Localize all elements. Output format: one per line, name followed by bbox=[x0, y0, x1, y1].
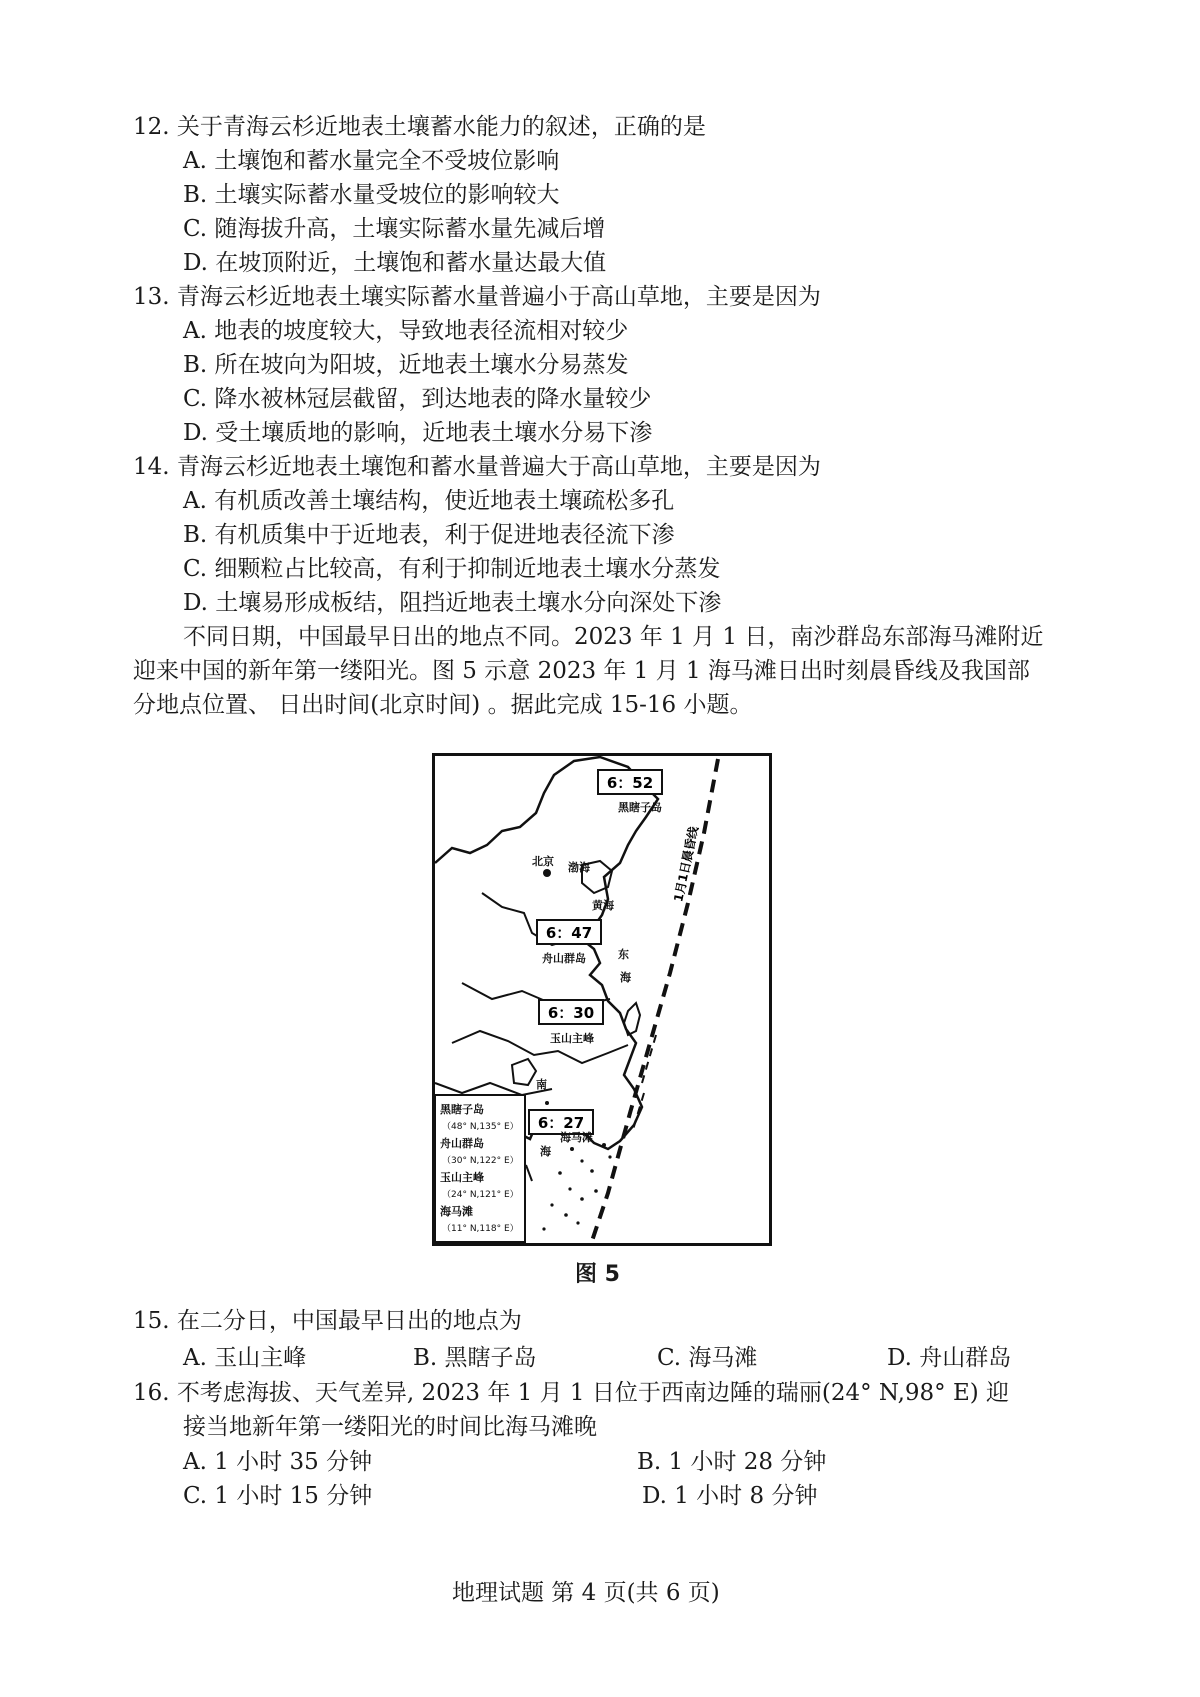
label-beijing: 北京 bbox=[532, 855, 554, 868]
q15-option-b: B. 黑瞎子岛 bbox=[413, 1345, 537, 1371]
legend-coord-yushan: （24° N,121° E） bbox=[442, 1190, 519, 1200]
legend-coord-haimatan: （11° N,118° E） bbox=[442, 1224, 519, 1234]
label-heixiazi: 黑瞎子岛 bbox=[618, 801, 662, 814]
label-yushan: 玉山主峰 bbox=[550, 1032, 594, 1045]
label-huanghai: 黄海 bbox=[592, 899, 614, 912]
q15-stem: 15. 在二分日，中国最早日出的地点为 bbox=[133, 1308, 522, 1334]
label-haimatan: 海马滩 bbox=[560, 1131, 593, 1144]
q15-option-d: D. 舟山群岛 bbox=[887, 1345, 1012, 1371]
q14-stem: 14. 青海云杉近地表土壤饱和蓄水量普遍大于高山草地，主要是因为 bbox=[133, 454, 821, 480]
label-nanhai-2: 海 bbox=[540, 1145, 551, 1158]
passage-line-1: 不同日期，中国最早日出的地点不同。2023 年 1 月 1 日，南沙群岛东部海马滩附近 bbox=[183, 624, 1044, 650]
page-footer: 地理试题 第 4 页(共 6 页) bbox=[452, 1580, 720, 1606]
q13-option-a: A. 地表的坡度较大，导致地表径流相对较少 bbox=[183, 318, 629, 344]
q13-option-d: D. 受土壤质地的影响，近地表土壤水分易下渗 bbox=[183, 420, 653, 446]
q16-option-b: B. 1 小时 28 分钟 bbox=[637, 1449, 827, 1475]
label-zhoushan: 舟山群岛 bbox=[542, 952, 586, 965]
q16-stem-line-1: 16. 不考虑海拔、天气差异, 2023 年 1 月 1 日位于西南边陲的瑞丽(24° N,98° E) 迎 bbox=[133, 1380, 1010, 1406]
legend-name-yushan: 玉山主峰 bbox=[440, 1171, 484, 1184]
q12-option-b: B. 土壤实际蓄水量受坡位的影响较大 bbox=[183, 182, 560, 208]
q15-option-c: C. 海马滩 bbox=[657, 1345, 758, 1371]
q16-stem-line-2: 接当地新年第一缕阳光的时间比海马滩晚 bbox=[183, 1414, 597, 1440]
q16-option-c: C. 1 小时 15 分钟 bbox=[183, 1483, 373, 1509]
q14-option-b: B. 有机质集中于近地表，利于促进地表径流下渗 bbox=[183, 522, 675, 548]
q14-option-d: D. 土壤易形成板结，阻挡近地表土壤水分向深处下渗 bbox=[183, 590, 722, 616]
legend-box bbox=[435, 1095, 525, 1242]
q14-option-c: C. 细颗粒占比较高，有利于抑制近地表土壤水分蒸发 bbox=[183, 556, 721, 582]
label-nanhai-1: 南 bbox=[536, 1078, 547, 1091]
q16-option-d: D. 1 小时 8 分钟 bbox=[642, 1483, 818, 1509]
label-bohai: 渤海 bbox=[568, 861, 590, 874]
figure-5-map bbox=[432, 753, 772, 1246]
q16-option-a: A. 1 小时 35 分钟 bbox=[183, 1449, 373, 1475]
legend-name-haimatan: 海马滩 bbox=[440, 1205, 473, 1218]
q12-option-c: C. 随海拔升高，土壤实际蓄水量先减后增 bbox=[183, 216, 606, 242]
terminator-label: 1月1日晨昏线 bbox=[671, 825, 701, 904]
figure-caption: 图 5 bbox=[575, 1262, 620, 1287]
q13-stem: 13. 青海云杉近地表土壤实际蓄水量普遍小于高山草地，主要是因为 bbox=[133, 284, 821, 310]
label-donghai-1: 东 bbox=[618, 948, 629, 961]
time-haimatan: 6：27 bbox=[537, 1114, 585, 1132]
q15-option-a: A. 玉山主峰 bbox=[183, 1345, 307, 1371]
legend-name-zhoushan: 舟山群岛 bbox=[440, 1137, 484, 1150]
q12-option-d: D. 在坡顶附近，土壤饱和蓄水量达最大值 bbox=[183, 250, 607, 276]
time-yushan: 6：30 bbox=[547, 1004, 595, 1022]
legend-coord-zhoushan: （30° N,122° E） bbox=[442, 1156, 519, 1166]
beijing-dot bbox=[543, 869, 551, 877]
q13-option-b: B. 所在坡向为阳坡，近地表土壤水分易蒸发 bbox=[183, 352, 629, 378]
passage-line-2: 迎来中国的新年第一缕阳光。图 5 示意 2023 年 1 月 1 海马滩日出时刻晨昏线及我国部 bbox=[133, 658, 1030, 684]
time-heixiazi: 6：52 bbox=[606, 774, 654, 792]
label-donghai-2: 海 bbox=[620, 971, 631, 984]
passage-line-3: 分地点位置、 日出时间(北京时间) 。据此完成 15-16 小题。 bbox=[133, 692, 753, 718]
time-zhoushan: 6：47 bbox=[545, 924, 593, 942]
q13-option-c: C. 降水被林冠层截留，到达地表的降水量较少 bbox=[183, 386, 652, 412]
legend-coord-heixiazi: （48° N,135° E） bbox=[442, 1122, 519, 1132]
legend-name-heixiazi: 黑瞎子岛 bbox=[440, 1103, 484, 1116]
q14-option-a: A. 有机质改善土壤结构，使近地表土壤疏松多孔 bbox=[183, 488, 675, 514]
q12-option-a: A. 土壤饱和蓄水量完全不受坡位影响 bbox=[183, 148, 560, 174]
q12-stem: 12. 关于青海云杉近地表土壤蓄水能力的叙述，正确的是 bbox=[133, 114, 706, 140]
